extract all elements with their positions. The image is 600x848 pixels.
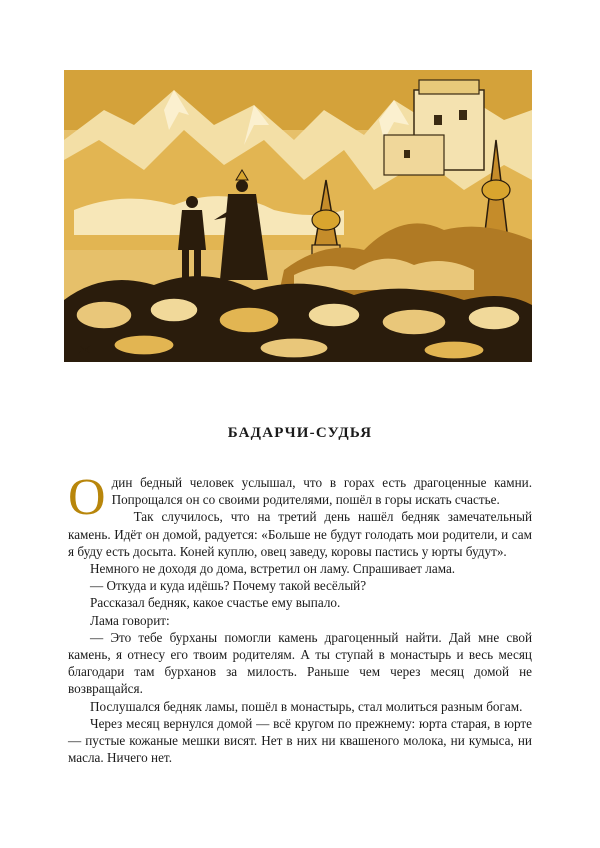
paragraph: Рассказал бедняк, какое счастье ему выпало. [90,595,341,611]
illustration [64,70,532,362]
page-title: БАДАРЧИ-СУДЬЯ [227,425,373,441]
paragraph: Один бедный человек услышал, что в горах есть драгоценные камни. Попрощался он со своими родителями, пошёл в горы искать счастье. [68,469,532,526]
drop-cap: О [68,469,106,526]
paragraph: Послушался бедняк ламы, пошёл в монастырь, стал молиться разным богам. [90,698,523,714]
paragraph: Через месяц вернулся домой — всё кругом по прежнему: юрта старая, в юрте — пустые кожаные мешки висят. Нет в них ни квашеного молока, ни кумыса, ни масла. Ничего нет. [68,715,532,766]
mountain-monastery-illustration-icon [64,70,532,362]
paragraph: — Это тебе бурханы помогли камень драгоценный найти. Дай мне свой камень, я отнесу его твоим родителям. А ты ступай в монастырь и весь месяц благодари там бурханов за милость. Раньше чем через месяц домой не возвращайся. [68,629,532,697]
paragraph: Лама говорит: [90,612,170,628]
svg-text:Ж: Ж [78,343,92,357]
paragraph: Немного не доходя до дома, встретил он ламу. Спрашивает лама. [90,561,456,577]
paragraph: — Откуда и куда идёшь? Почему такой весёлый? [90,578,367,594]
paragraph: Так случилось, что на третий день нашёл бедняк замечательный камень. Идёт он домой, радуется: «Больше не будут голодать мои родители, и сам я буду есть досыта. Коней куплю, овец заведу, коровы пастись у юрты будут». [68,509,532,559]
story-text [68,469,532,766]
